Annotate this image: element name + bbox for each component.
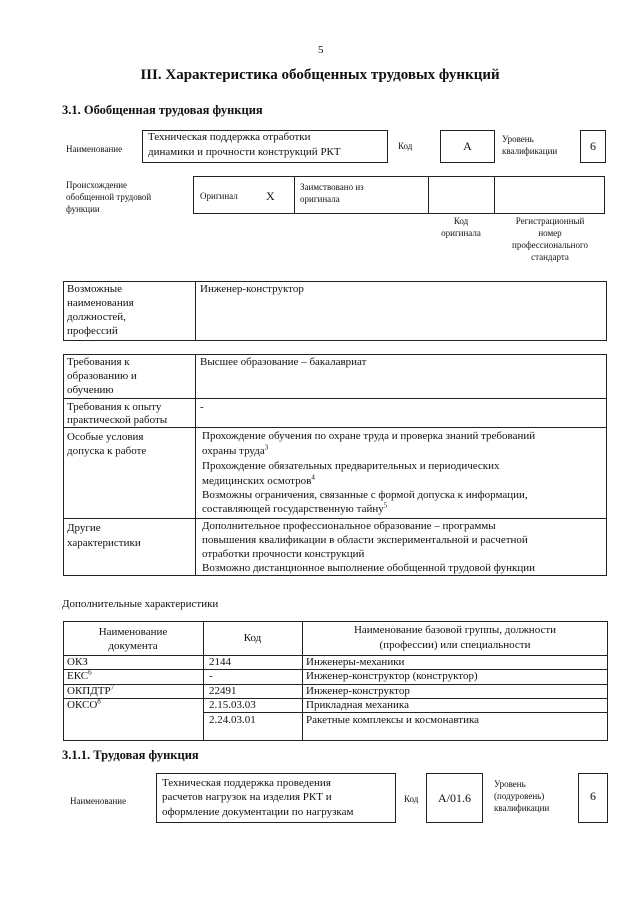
borrowed-label-2: оригинала [300,194,340,204]
caption-code-2: оригинала [441,228,481,238]
section-title: III. Характеристика обобщенных трудовых функций [140,67,500,83]
col-doc-header-2: документа [108,640,158,652]
row-code: 2144 [209,656,231,668]
borrowed-label-1: Заимствовано из [300,182,364,192]
gtf-code-value: А [463,139,472,153]
row-code: 2.15.03.03 [209,699,256,711]
tf-name-line3: оформление документации по нагрузкам [162,806,354,818]
origin-label-1: Происхождение [66,180,128,190]
tf-name-label: Наименование [70,796,127,806]
origin-table [193,176,605,214]
tf-name-line2: расчетов нагрузок на изделия РКТ и [162,791,332,803]
col-name-header-1: Наименование базовой группы, должности [353,624,557,636]
gtf-level-label-2: квалификации [502,146,558,156]
tf-level-label-2: (подуровень) [494,791,545,801]
req-special-value-2: охраны труда$^3$ [202,443,269,457]
col-name-header-2: (профессии) или специальности [379,639,531,651]
req-special-value-6: составляющей государственную тайну$^5$ [202,501,388,515]
req-special-label-1: Особые условия [67,431,144,443]
req-other-value-1: Дополнительное профессиональное образование – программы [202,520,496,532]
row-name: Инженер-конструктор [306,685,410,697]
tf-code-label: Код [404,794,419,804]
req-edu-label-3: обучению [67,384,114,396]
positions-table [63,281,607,341]
row-name: Ракетные комплексы и космонавтика [306,714,480,726]
caption-code-1: Код [453,216,469,226]
tf-level-label-1: Уровень [494,779,526,789]
positions-label-4: профессий [67,325,118,337]
row-doc: ОКЗ [67,656,88,668]
req-special-value-3: Прохождение обязательных предварительных и периодических [202,460,500,472]
caption-reg-2: номер [538,228,562,238]
gtf-name-label: Наименование [66,144,123,154]
tf-level-label-3: квалификации [494,803,550,813]
req-edu-value: Высшее образование – бакалавриат [200,356,367,368]
row-code: - [209,670,213,682]
gtf-name-line2: динамики и прочности конструкций РКТ [148,146,341,158]
original-mark: X [266,189,275,203]
req-exp-label-2: практической работы [67,414,168,426]
tf-level-value: 6 [590,789,596,803]
positions-label-2: наименования [67,297,134,309]
req-other-value-2: повышения квалификации в области экспериментальной и расчетной [202,534,528,546]
positions-label-3: должностей, [67,311,126,323]
req-other-label-2: характеристики [67,537,141,549]
req-edu-label-2: образованию и [67,370,137,382]
req-special-value-5: Возможны ограничения, связанные с формой допуска к информации, [202,489,528,501]
page-number: 5 [318,44,324,56]
req-other-value-4: Возможно дистанционное выполнение обобщенной трудовой функции [202,562,535,574]
tf-name-line1: Техническая поддержка проведения [162,777,331,789]
req-special-value-1: Прохождение обучения по охране труда и проверка знаний требований [202,430,536,442]
req-other-value-3: отработки прочности конструкций [202,548,365,560]
req-special-value-4: медицинских осмотров$^4$ [202,473,315,487]
row-doc: ЕКС$^6$ [67,668,92,682]
row-doc: ОКСО$^8$ [67,697,101,711]
row-doc: ОКПДТР$^7$ [67,683,115,697]
tf-heading: 3.1.1. Трудовая функция [62,748,199,762]
req-other-label-1: Другие [67,522,101,534]
tf-code-value: A/01.6 [438,791,471,805]
gtf-level-value: 6 [590,139,596,153]
req-edu-label-1: Требования к [67,356,130,368]
req-exp-value: - [200,401,204,413]
row-name: Инженер-конструктор (конструктор) [306,670,478,682]
row-name: Прикладная механика [306,699,409,711]
gtf-code-label: Код [398,141,413,151]
row-code: 2.24.03.01 [209,714,256,726]
additional-heading: Дополнительные характеристики [62,598,219,610]
row-name: Инженеры-механики [306,656,405,668]
positions-value: Инженер-конструктор [200,283,304,295]
caption-reg-4: стандарта [531,252,569,262]
gtf-level-label-1: Уровень [502,134,534,144]
positions-label-1: Возможные [67,283,122,295]
origin-label-2: обобщенной трудовой [66,192,152,202]
origin-label-3: функции [66,204,100,214]
original-label: Оригинал [200,191,238,201]
caption-reg-3: профессионального [512,240,588,250]
col-doc-header-1: Наименование [98,626,168,638]
col-code-header: Код [243,632,262,644]
req-special-label-2: допуска к работе [67,445,147,457]
gtf-heading: 3.1. Обобщенная трудовая функция [62,103,263,117]
row-code: 22491 [209,685,237,697]
req-exp-label-1: Требования к опыту [67,401,162,413]
gtf-name-line1: Техническая поддержка отработки [148,131,311,143]
caption-reg-1: Регистрационный [515,216,585,226]
